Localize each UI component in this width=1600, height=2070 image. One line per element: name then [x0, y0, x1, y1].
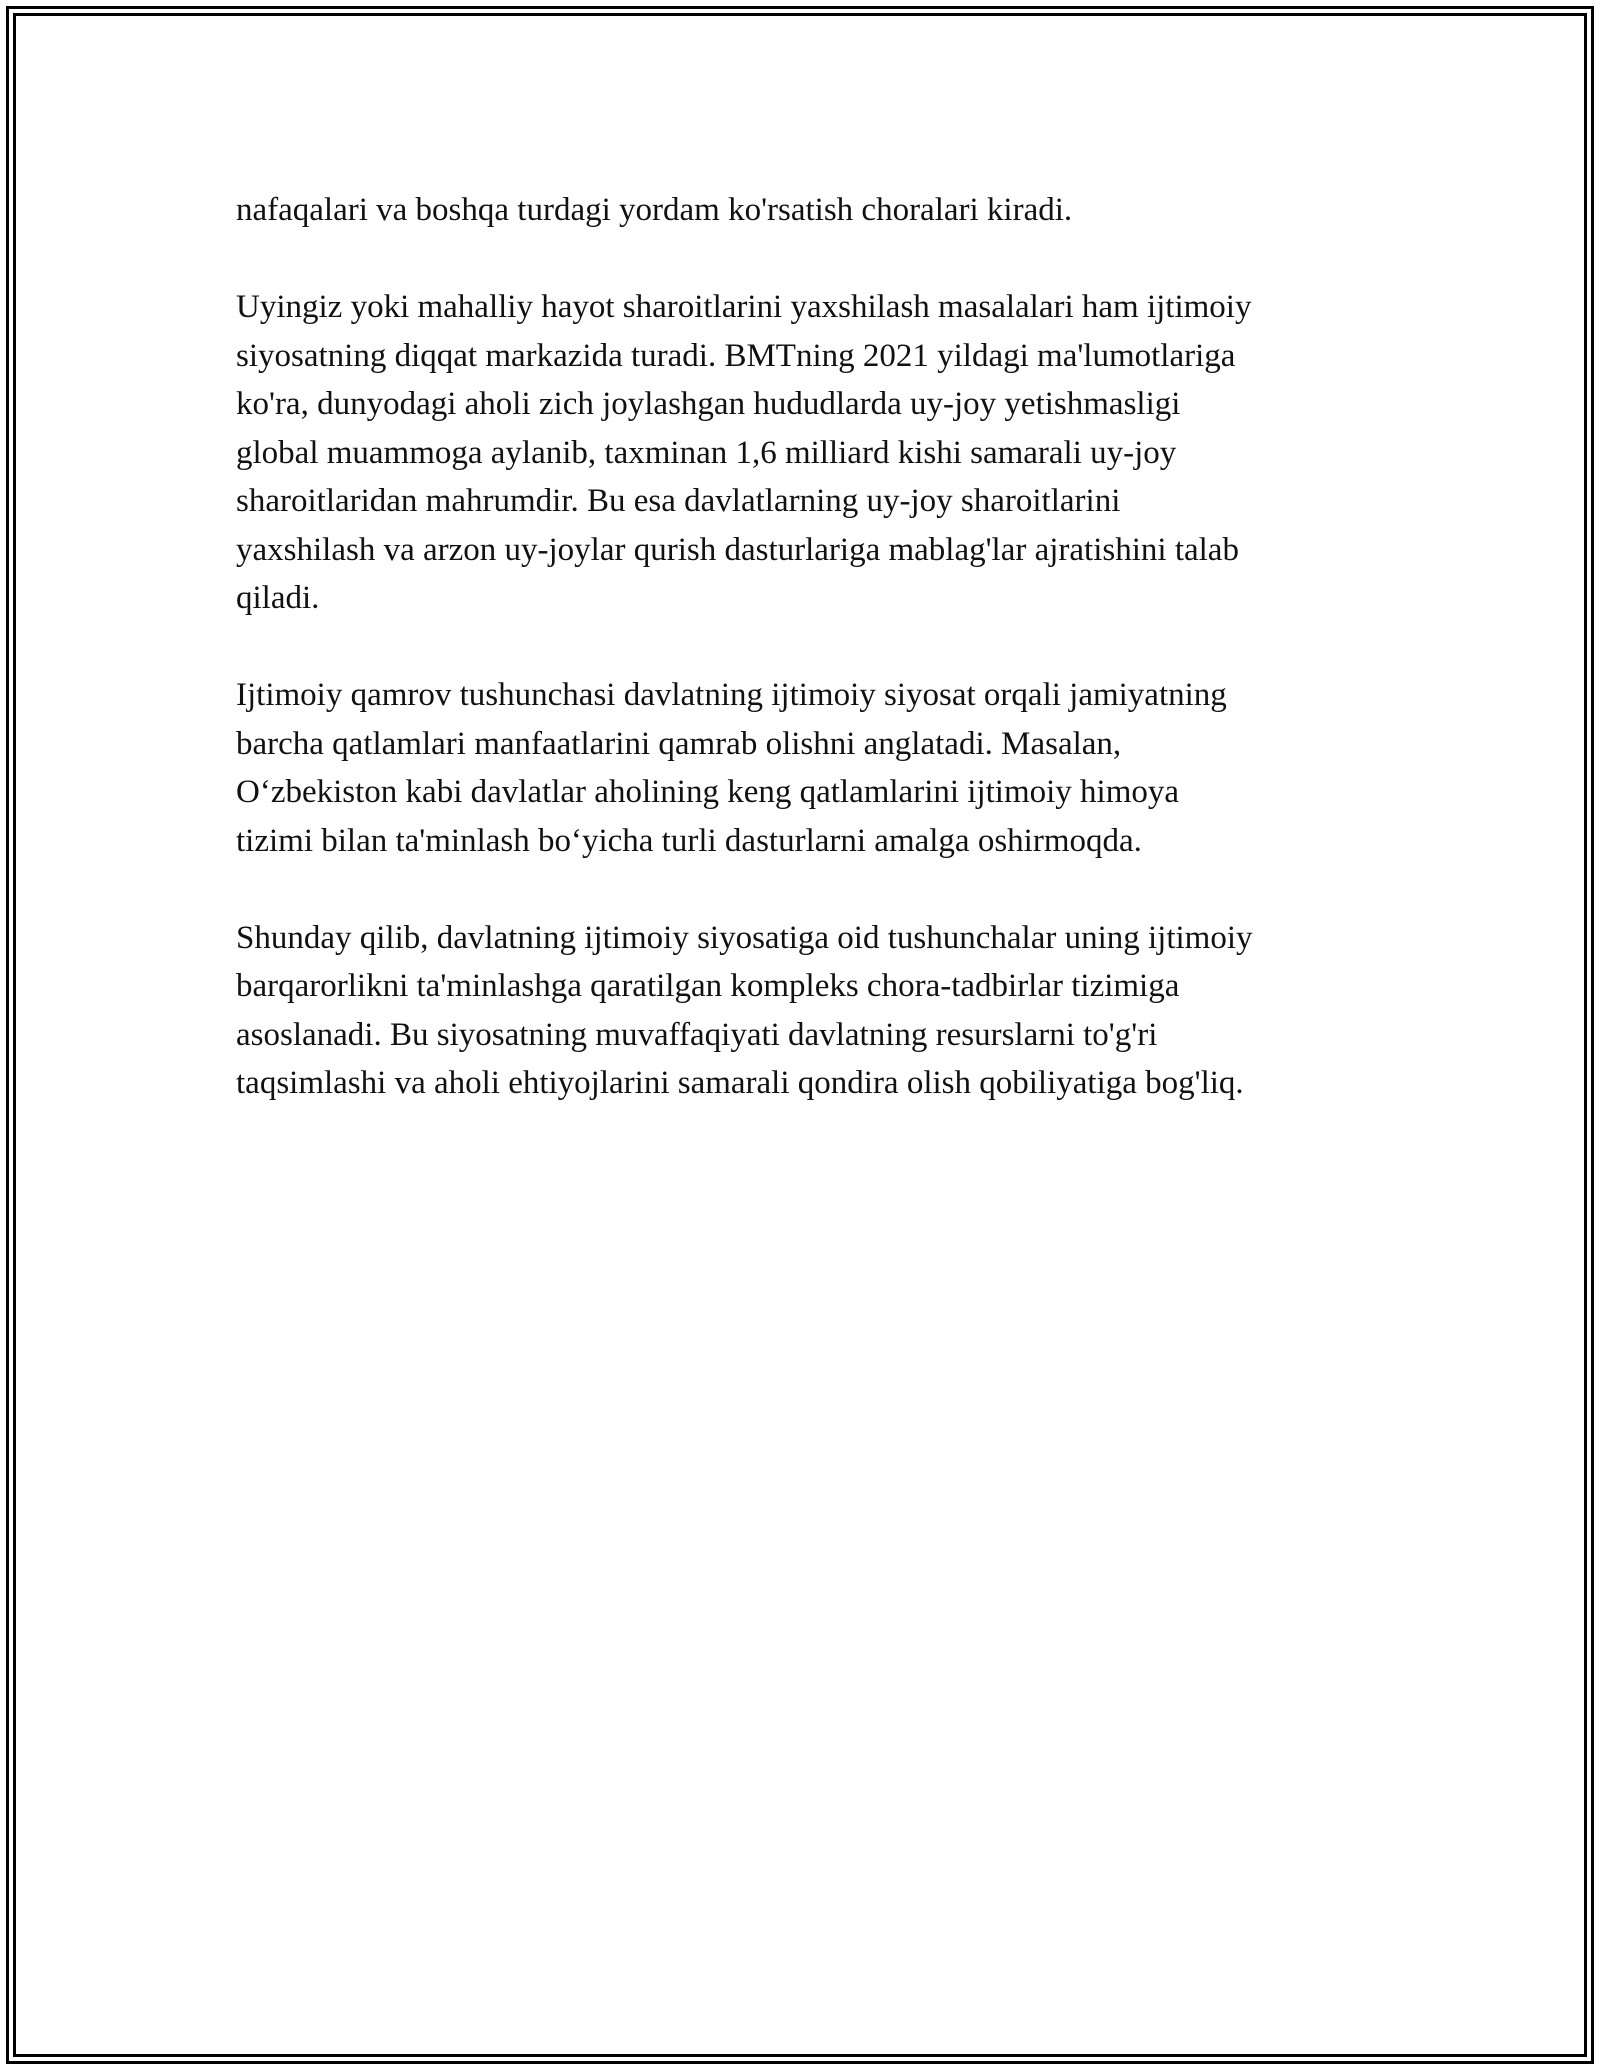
paragraph-line: asoslanadi. Bu siyosatning muvaffaqiyati davlatning resurslarni to'g'ri — [236, 1016, 1158, 1053]
paragraph-line: tizimi bilan ta'minlash bo‘yicha turli dasturlarni amalga oshirmoqda. — [236, 822, 1142, 859]
paragraph-4 — [236, 914, 1386, 1108]
paragraph-1 — [236, 186, 1386, 235]
paragraph-line: siyosatning diqqat markazida turadi. BMTning 2021 yildagi ma'lumotlariga — [236, 337, 1236, 374]
paragraph-line: sharoitlaridan mahrumdir. Bu esa davlatlarning uy-joy sharoitlarini — [236, 483, 1121, 519]
paragraph-line: Uyingiz yoki mahalliy hayot sharoitlarini yaxshilash masalalari ham ijtimoiy — [236, 289, 1252, 325]
paragraph-2 — [236, 283, 1386, 623]
paragraph-line: nafaqalari va boshqa turdagi yordam ko'rsatish choralari kiradi. — [236, 192, 1073, 228]
paragraph-line: taqsimlashi va aholi ehtiyojlarini samarali qondira olish qobiliyatiga bog'liq. — [236, 1065, 1244, 1101]
paragraph-line: yaxshilash va arzon uy-joylar qurish dasturlariga mablag'lar ajratishini talab — [236, 531, 1239, 568]
paragraph-line: Shunday qilib, davlatning ijtimoiy siyosatiga oid tushunchalar uning ijtimoiy — [236, 919, 1253, 956]
paragraph-line: barcha qatlamlari manfaatlarini qamrab olishni anglatadi. Masalan, — [236, 725, 1122, 762]
paragraph-line: qiladi. — [236, 580, 320, 616]
paragraph-3 — [236, 671, 1386, 865]
document-body — [236, 186, 1386, 1156]
paragraph-line: O‘zbekiston kabi davlatlar aholining keng qatlamlarini ijtimoiy himoya — [236, 774, 1180, 810]
paragraph-line: Ijtimoiy qamrov tushunchasi davlatning ijtimoiy siyosat orqali jamiyatning — [236, 677, 1227, 713]
paragraph-line: ko'ra, dunyodagi aholi zich joylashgan hududlarda uy-joy yetishmasligi — [236, 386, 1181, 422]
paragraph-line: global muammoga aylanib, taxminan 1,6 milliard kishi samarali uy-joy — [236, 434, 1177, 471]
paragraph-line: barqarorlikni ta'minlashga qaratilgan kompleks chora-tadbirlar tizimiga — [236, 968, 1180, 1004]
